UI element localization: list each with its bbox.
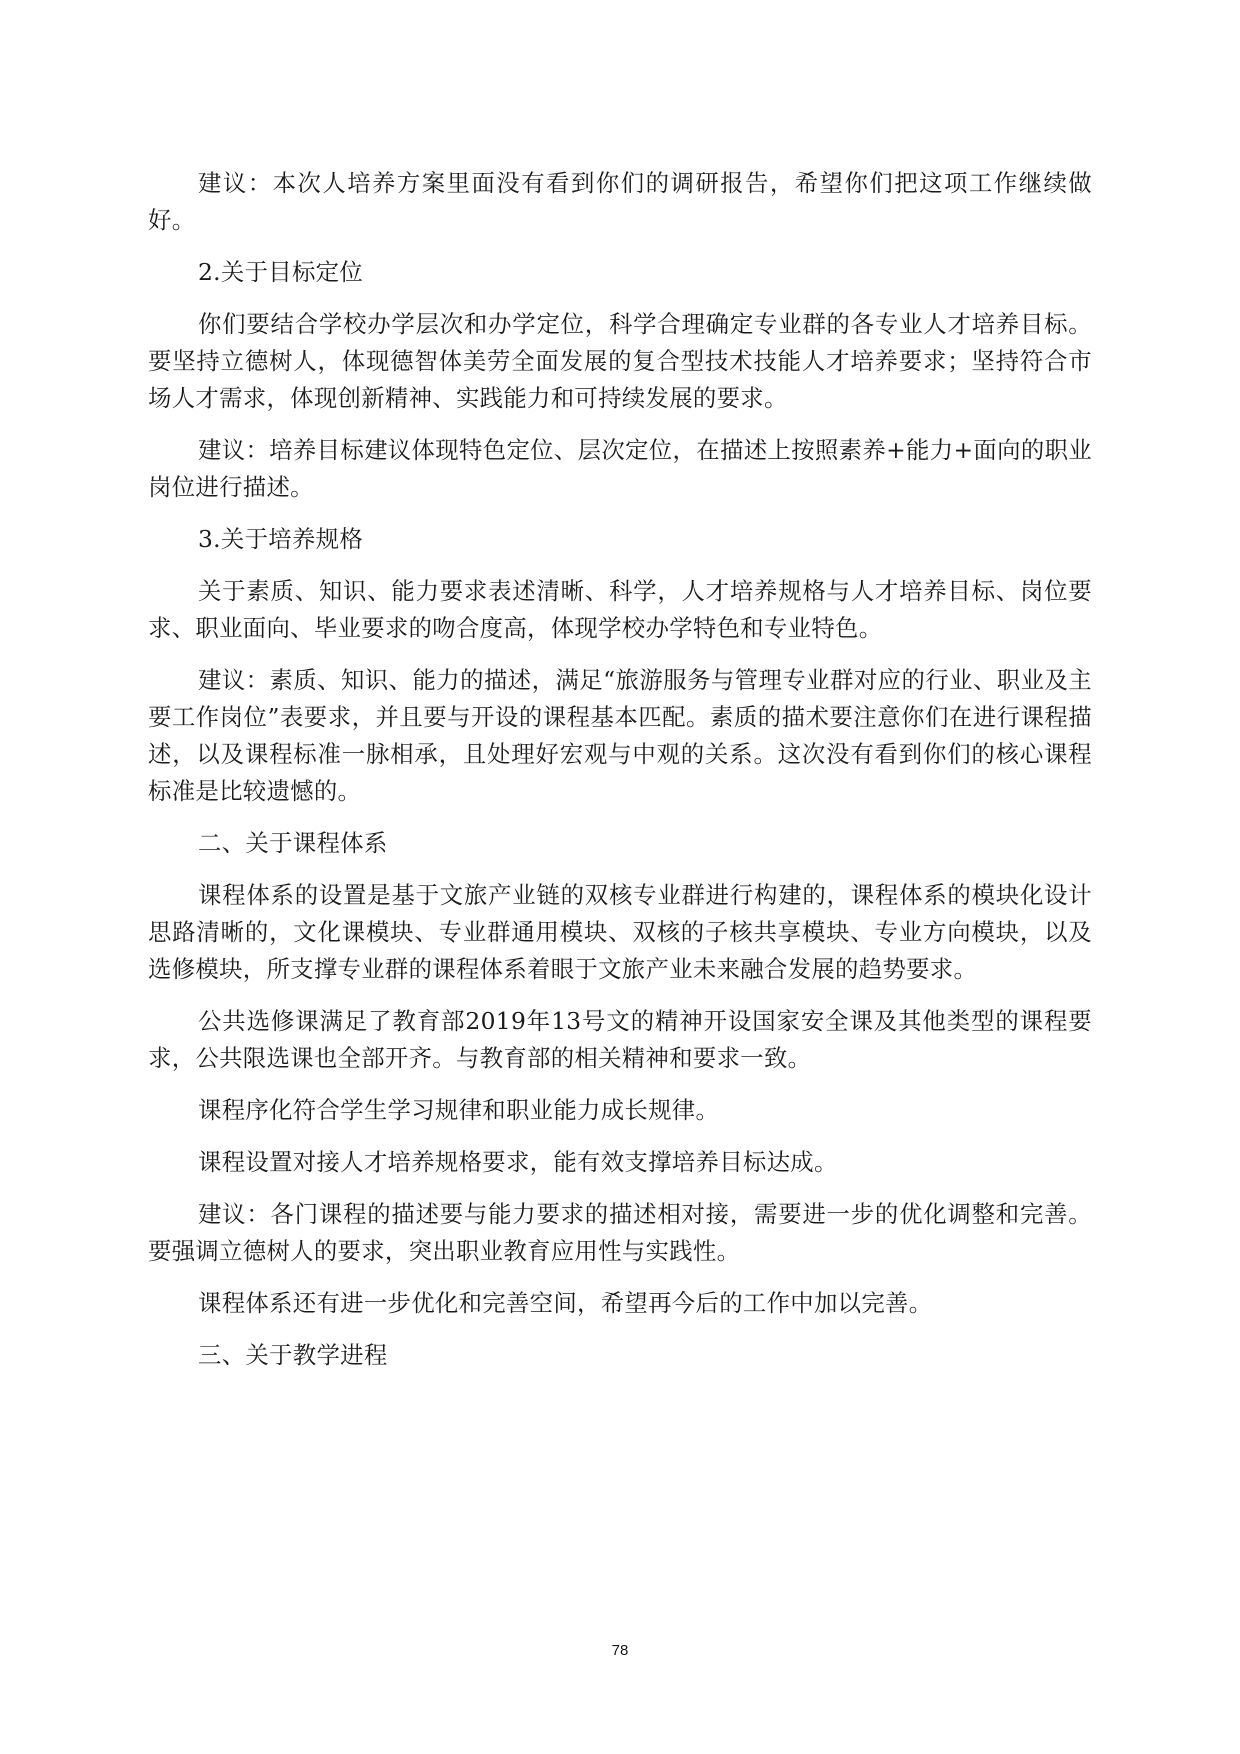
paragraph: 课程设置对接人才培养规格要求，能有效支撑培养目标达成。 [198, 1148, 838, 1176]
paragraph: 公共选修课满足了教育部2019年13号文的精神开设国家安全课及其他类型的课程要求，公共限选课也全部开齐。与教育部的相关精神和要求一致。 [148, 1007, 1092, 1072]
paragraph: 建议：培养目标建议体现特色定位、层次定位，在描述上按照素养+能力+面向的职业岗位进行描述。 [148, 436, 1092, 501]
paragraph: 关于素质、知识、能力要求表述清晰、科学，人才培养规格与人才培养目标、岗位要求、职业面向、毕业要求的吻合度高，体现学校办学特色和专业特色。 [148, 577, 1092, 642]
section-heading: 三、关于教学进程 [198, 1341, 388, 1369]
page-number: 78 [611, 1642, 629, 1659]
paragraph: 课程体系还有进一步优化和完善空间，希望再今后的工作中加以完善。 [198, 1289, 933, 1317]
paragraph: 建议：素质、知识、能力的描述，满足“旅游服务与管理专业群对应的行业、职业及主要工作岗位”表要求，并且要与开设的课程基本匹配。素质的描术要注意你们在进行课程描述，以及课程标准一脉相承，且处理好宏观与中观的关系。这次没有看到你们的核心课程标准是比较遗憾的。 [148, 666, 1092, 805]
section-heading: 3.关于培养规格 [198, 525, 364, 553]
paragraph: 课程体系的设置是基于文旅产业链的双核专业群进行构建的，课程体系的模块化设计思路清晰的，文化课模块、专业群通用模块、双核的子核共享模块、专业方向模块，以及选修模块，所支撑专业群的课程体系着眼于文旅产业未来融合发展的趋势要求。 [148, 881, 1092, 983]
paragraph: 你们要结合学校办学层次和办学定位，科学合理确定专业群的各专业人才培养目标。要坚持立德树人，体现德智体美劳全面发展的复合型技术技能人才培养要求；坚持符合市场人才需求，体现创新精神、实践能力和可持续发展的要求。 [148, 310, 1092, 412]
paragraph: 建议：本次人培养方案里面没有看到你们的调研报告，希望你们把这项工作继续做好。 [148, 169, 1092, 234]
section-heading: 2.关于目标定位 [198, 258, 364, 286]
paragraph: 建议：各门课程的描述要与能力要求的描述相对接，需要进一步的优化调整和完善。要强调立德树人的要求，突出职业教育应用性与实践性。 [148, 1200, 1092, 1265]
paragraph: 课程序化符合学生学习规律和职业能力成长规律。 [198, 1096, 720, 1124]
section-heading: 二、关于课程体系 [198, 829, 388, 857]
document-body [148, 165, 1092, 1389]
